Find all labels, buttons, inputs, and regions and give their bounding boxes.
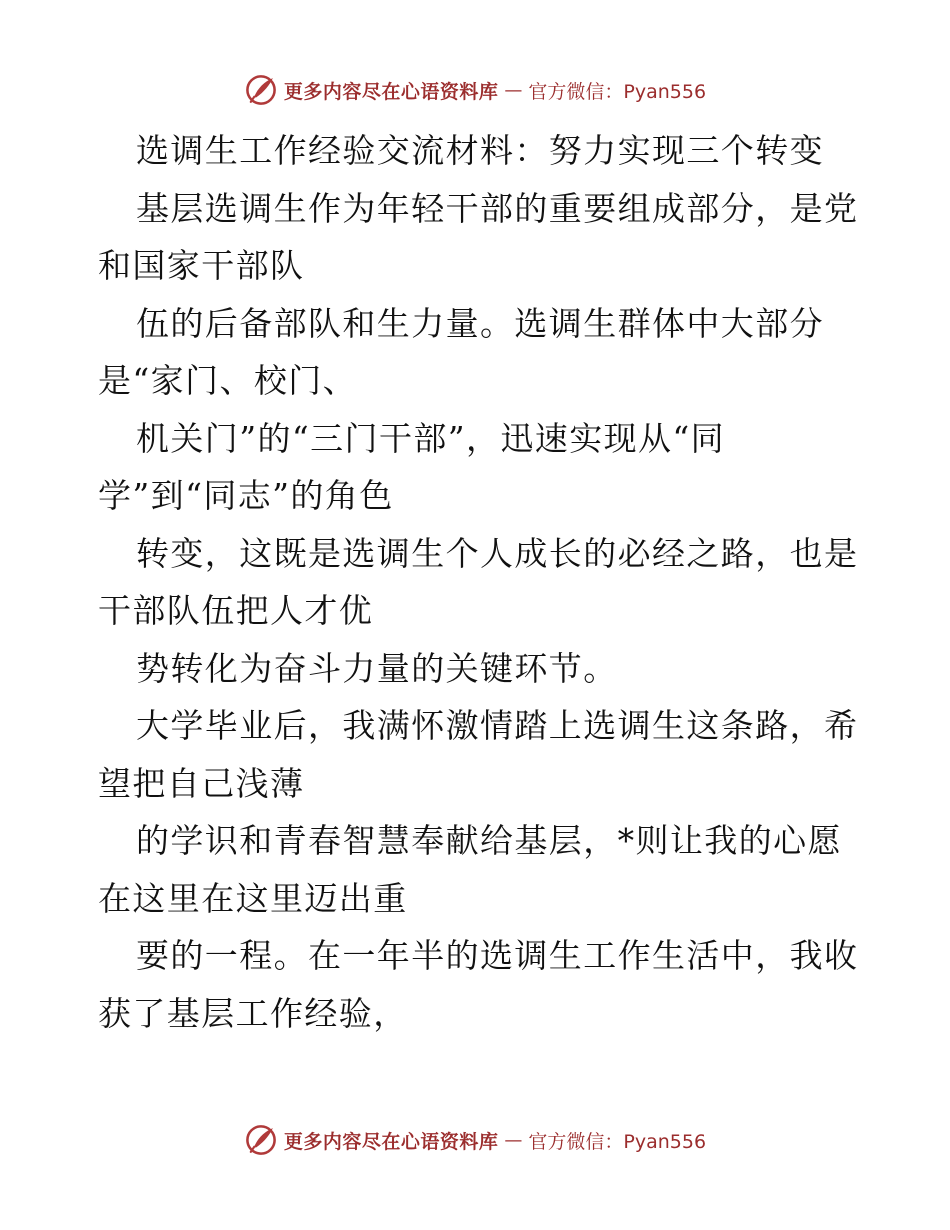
text-line: 转变，这既是选调生个人成长的必经之路，也是: [136, 533, 859, 573]
text-line: 是“家门、校门、: [98, 361, 358, 400]
header-contact-text: 官方微信：Pyan556: [528, 80, 707, 103]
header-banner: [0, 70, 950, 110]
text-line: 获了基层工作经验，: [98, 993, 408, 1033]
text-line: 学”到“同志”的角色: [98, 476, 394, 515]
quill-pen-logo-icon: [244, 73, 278, 107]
text-line: 的学识和青春智慧奉献给基层，*则让我的心愿: [136, 821, 842, 860]
document-body: [98, 122, 858, 1042]
document-title: 选调生工作经验交流材料：努力实现三个转变: [136, 131, 824, 170]
text-line: 在这里在这里迈出重: [98, 878, 408, 918]
text-line: 望把自己浅薄: [98, 763, 305, 803]
text-line: 机关门”的“三门干部”，迅速实现从“同: [136, 418, 726, 458]
text-line: 基层选调生作为年轻干部的重要组成部分，是党: [136, 188, 859, 228]
text-line: 大学毕业后，我满怀激情踏上选调生这条路，希: [136, 706, 859, 745]
header-brand-text: 更多内容尽在心语资料库: [283, 80, 499, 103]
text-line: 和国家干部队: [98, 246, 305, 285]
text-line: 伍的后备部队和生力量。选调生群体中大部分: [136, 303, 824, 343]
footer-brand-text: 更多内容尽在心语资料库: [283, 1130, 499, 1153]
footer-separator: —: [504, 1129, 523, 1151]
footer-banner: [0, 1120, 950, 1160]
footer-contact-text: 官方微信：Pyan556: [528, 1130, 707, 1153]
header-separator: —: [504, 79, 523, 101]
text-line: 势转化为奋斗力量的关键环节。: [136, 648, 618, 688]
text-line: 干部队伍把人才优: [98, 591, 374, 630]
text-line: 要的一程。在一年半的选调生工作生活中，我收: [136, 936, 859, 975]
quill-pen-logo-icon: [244, 1123, 278, 1157]
